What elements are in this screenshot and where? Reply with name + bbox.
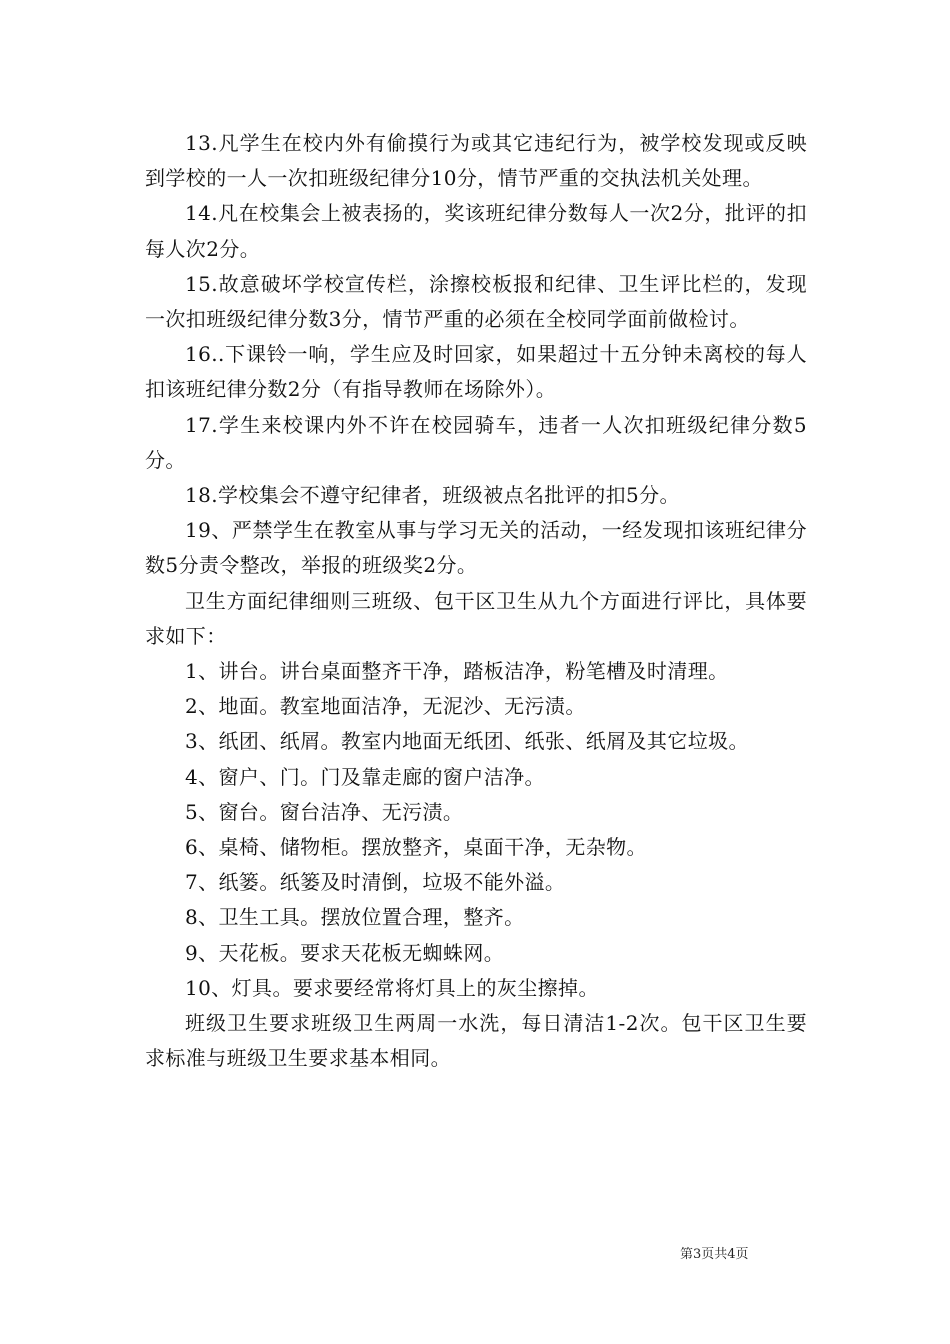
paragraph-15: 15.故意破坏学校宣传栏，涂擦校板报和纪律、卫生评比栏的，发现一次扣班级纪律分数3分，情节严重的必须在全校同学面前做检讨。: [145, 271, 807, 332]
hygiene-item-4: 4、窗户、门。门及靠走廊的窗户洁净。: [185, 764, 545, 789]
hygiene-item-8: 8、卫生工具。摆放位置合理，整齐。: [185, 905, 525, 930]
hygiene-item-7: 7、纸篓。纸篓及时清倒，垃圾不能外溢。: [185, 870, 566, 895]
page-number: 第3页共4页: [680, 1247, 749, 1262]
paragraph-19: 19、严禁学生在教室从事与学习无关的活动，一经发现扣该班纪律分数5分责令整改，举报的班级奖2分。: [145, 518, 807, 578]
hygiene-item-2: 2、地面。教室地面洁净，无泥沙、无污渍。: [185, 694, 586, 719]
hygiene-intro: 卫生方面纪律细则三班级、包干区卫生从九个方面进行评比，具体要求如下：: [145, 588, 807, 648]
paragraph-18: 18.学校集会不遵守纪律者，班级被点名批评的扣5分。: [185, 483, 680, 508]
paragraph-13: 13.凡学生在校内外有偷摸行为或其它违纪行为，被学校发现或反映到学校的一人一次扣班级纪律分10分，情节严重的交执法机关处理。: [145, 131, 807, 191]
document-body: [145, 126, 807, 1076]
hygiene-item-9: 9、天花板。要求天花板无蜘蛛网。: [185, 940, 505, 965]
hygiene-item-3: 3、纸团、纸屑。教室内地面无纸团、纸张、纸屑及其它垃圾。: [185, 729, 749, 754]
paragraph-16: 16..下课铃一响，学生应及时回家，如果超过十五分钟未离校的每人扣该班纪律分数2分（有指导教师在场除外）。: [145, 342, 807, 402]
paragraph-17: 17.学生来校课内外不许在校园骑车，违者一人次扣班级纪律分数5分。: [145, 412, 807, 472]
hygiene-item-6: 6、桌椅、储物柜。摆放整齐，桌面干净，无杂物。: [185, 835, 647, 860]
hygiene-item-5: 5、窗台。窗台洁净、无污渍。: [185, 799, 464, 824]
hygiene-item-10: 10、灯具。要求要经常将灯具上的灰尘擦掉。: [185, 975, 599, 1000]
class-hygiene-requirements: 班级卫生要求班级卫生两周一水洗，每日清洁1-2次。包干区卫生要求标准与班级卫生要求基本相同。: [145, 1011, 807, 1071]
paragraph-14: 14.凡在校集会上被表扬的，奖该班纪律分数每人一次2分，批评的扣每人次2分。: [145, 201, 807, 261]
hygiene-item-1: 1、讲台。讲台桌面整齐干净，踏板洁净，粉笔槽及时清理。: [185, 659, 729, 684]
